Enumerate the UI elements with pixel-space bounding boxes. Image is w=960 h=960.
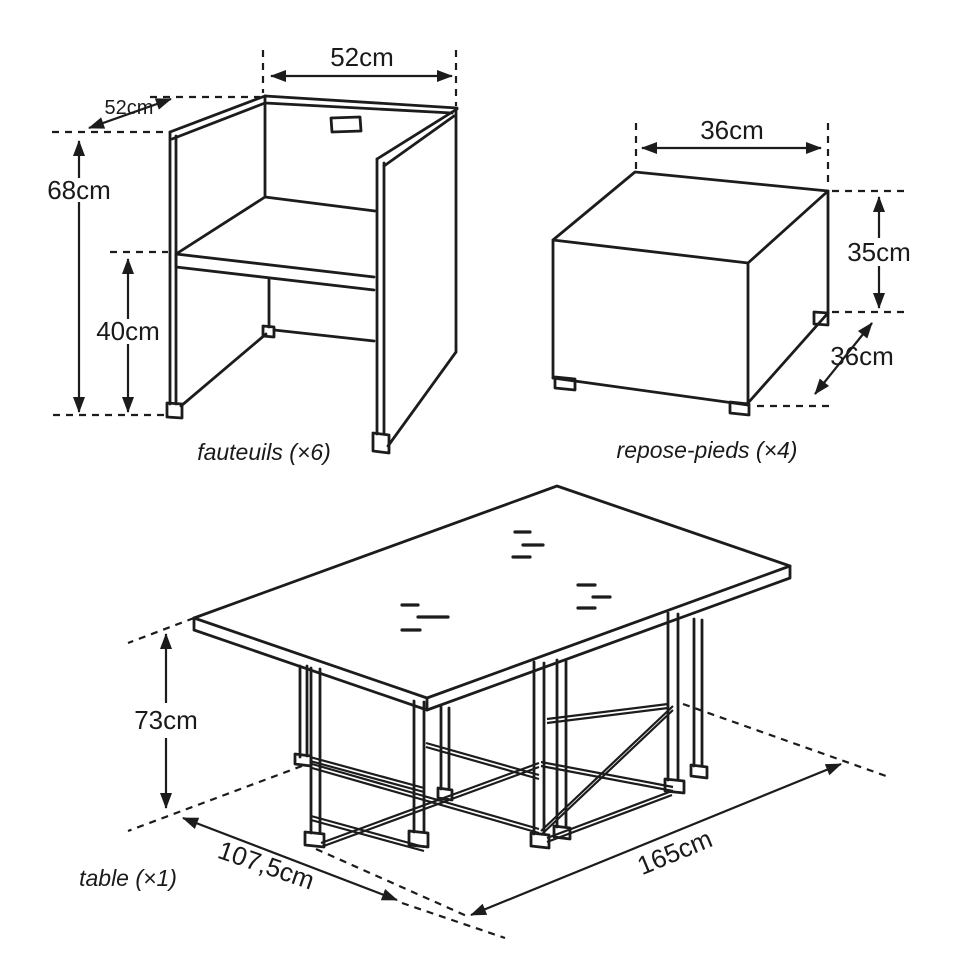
armchair-left-panel [167,96,265,418]
table-height-label: 73cm [134,705,198,735]
armchair-height-label: 68cm [47,175,111,205]
footstool-depth-label: 36cm [830,341,894,371]
table-surface-marks [402,532,610,630]
armchair-seat [176,197,375,290]
table-legs [295,613,707,848]
footstool-height-label: 35cm [847,237,911,267]
table-depth-label: 107,5cm [214,834,319,896]
armchair-handle-cutout [331,117,361,132]
table-stretchers [310,704,673,851]
armchair-drawing [47,42,457,465]
armchair-width-label: 52cm [330,42,394,72]
footstool-caption: repose-pieds (×4) [616,437,798,463]
table-drawing [79,486,886,938]
table-caption: table (×1) [79,865,177,891]
footstool-dimensions [636,115,911,406]
table-length-label: 165cm [632,823,717,881]
armchair-depth-label: 52cm [104,97,154,119]
armchair-apron [181,279,374,406]
armchair-right-panel [373,109,457,453]
armchair-caption: fauteuils (×6) [197,439,331,465]
footstool-drawing [553,115,911,463]
footstool-width-label: 36cm [700,115,764,145]
footstool-body [553,172,828,415]
armchair-seat-height-label: 40cm [96,316,160,346]
armchair-dimensions [47,42,456,415]
